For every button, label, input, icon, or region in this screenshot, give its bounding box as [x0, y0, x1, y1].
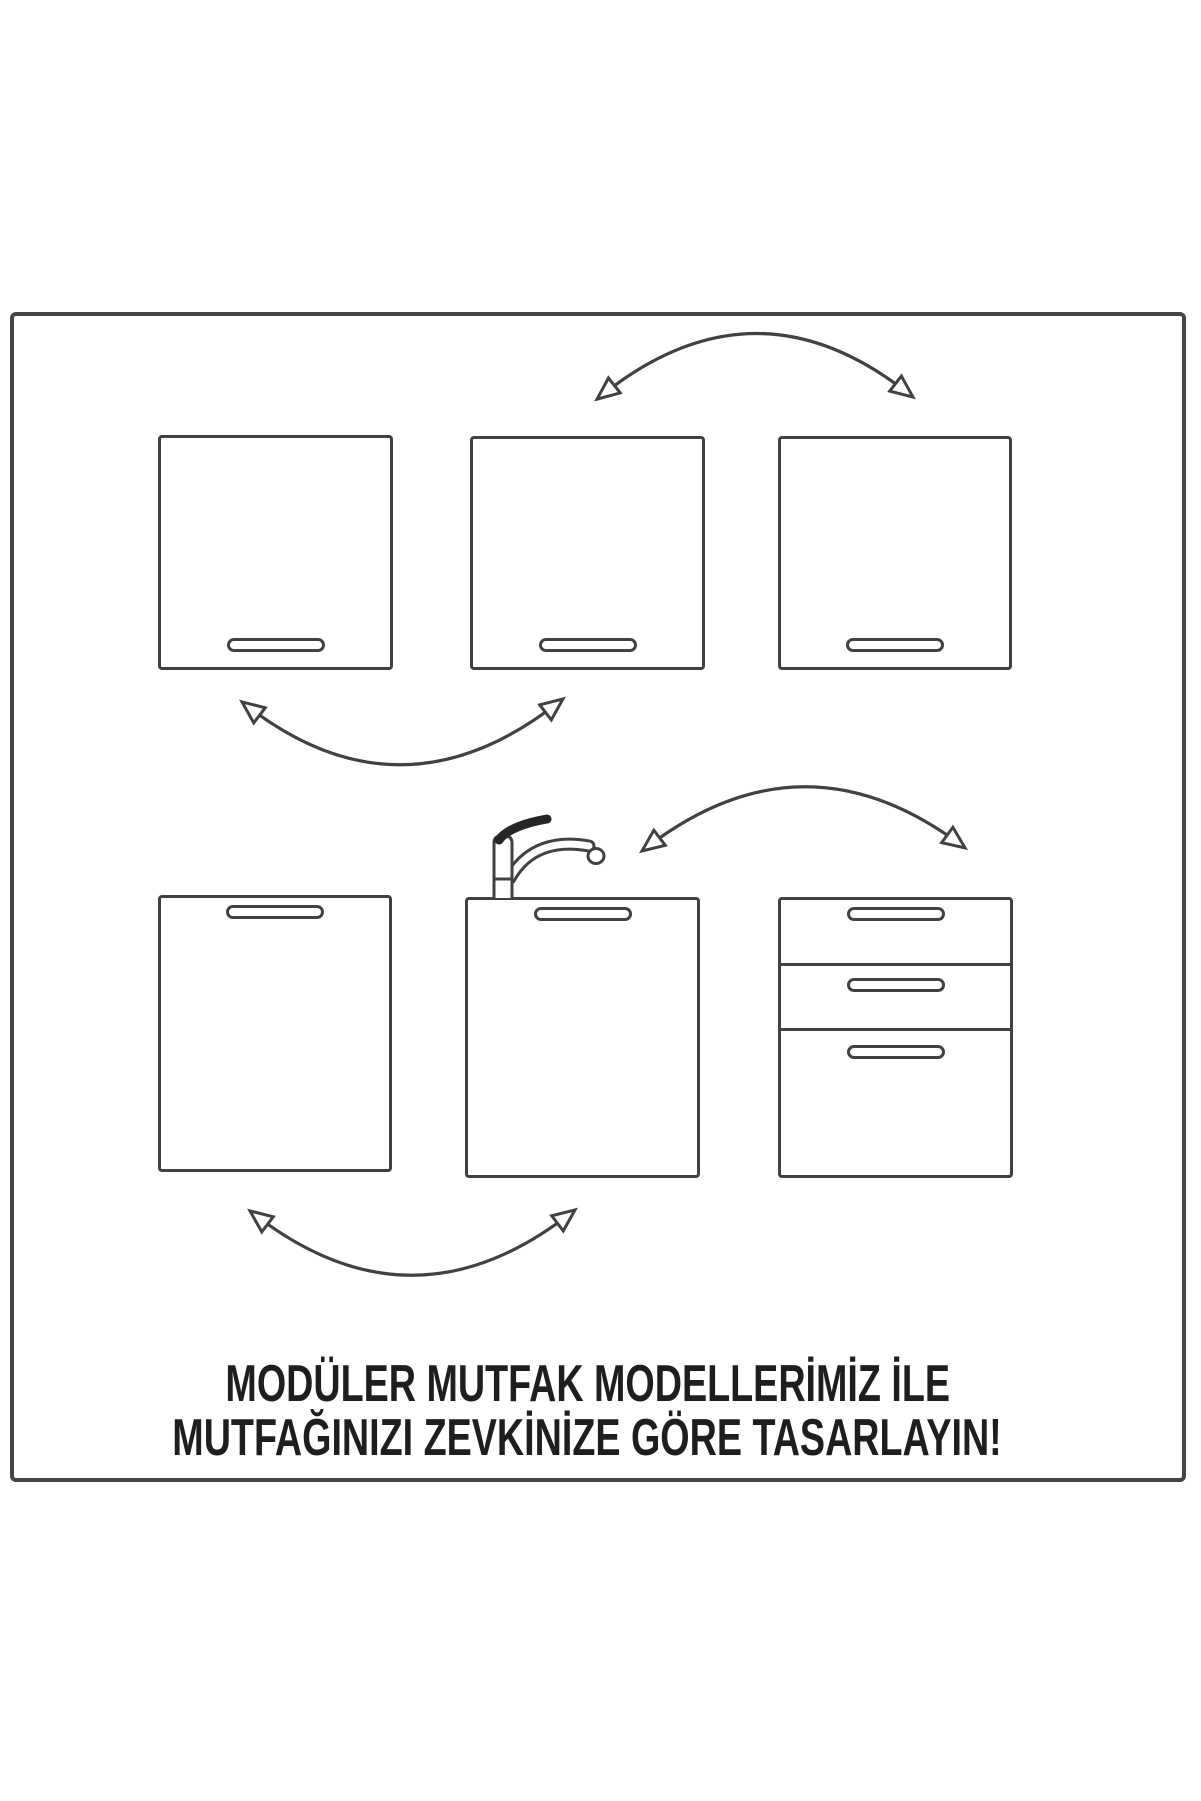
- base-cabinet-drawers: [778, 897, 1013, 1178]
- cabinet-handle: [534, 907, 632, 921]
- cabinet-handle: [226, 905, 324, 919]
- caption-line-1: MODÜLER MUTFAK MODELLERİMİZ İLE: [225, 1355, 950, 1413]
- cabinet-handle: [227, 638, 325, 652]
- caption: [10, 1357, 1165, 1465]
- drawer-handle: [847, 907, 945, 921]
- base-cabinet-1: [158, 895, 392, 1172]
- cabinet-handle: [846, 638, 944, 652]
- drawer-handle: [847, 1045, 945, 1059]
- base-cabinet-sink: [465, 897, 700, 1178]
- wall-cabinet-1: [158, 435, 393, 670]
- drawer-divider: [781, 963, 1010, 966]
- drawer-divider: [781, 1028, 1010, 1031]
- cabinet-handle: [539, 638, 637, 652]
- caption-line-2: MUTFAĞINIZI ZEVKİNİZE GÖRE TASARLAYIN!: [172, 1409, 1003, 1467]
- wall-cabinet-2: [470, 436, 705, 670]
- wall-cabinet-3: [778, 436, 1012, 670]
- drawer-handle: [847, 978, 945, 992]
